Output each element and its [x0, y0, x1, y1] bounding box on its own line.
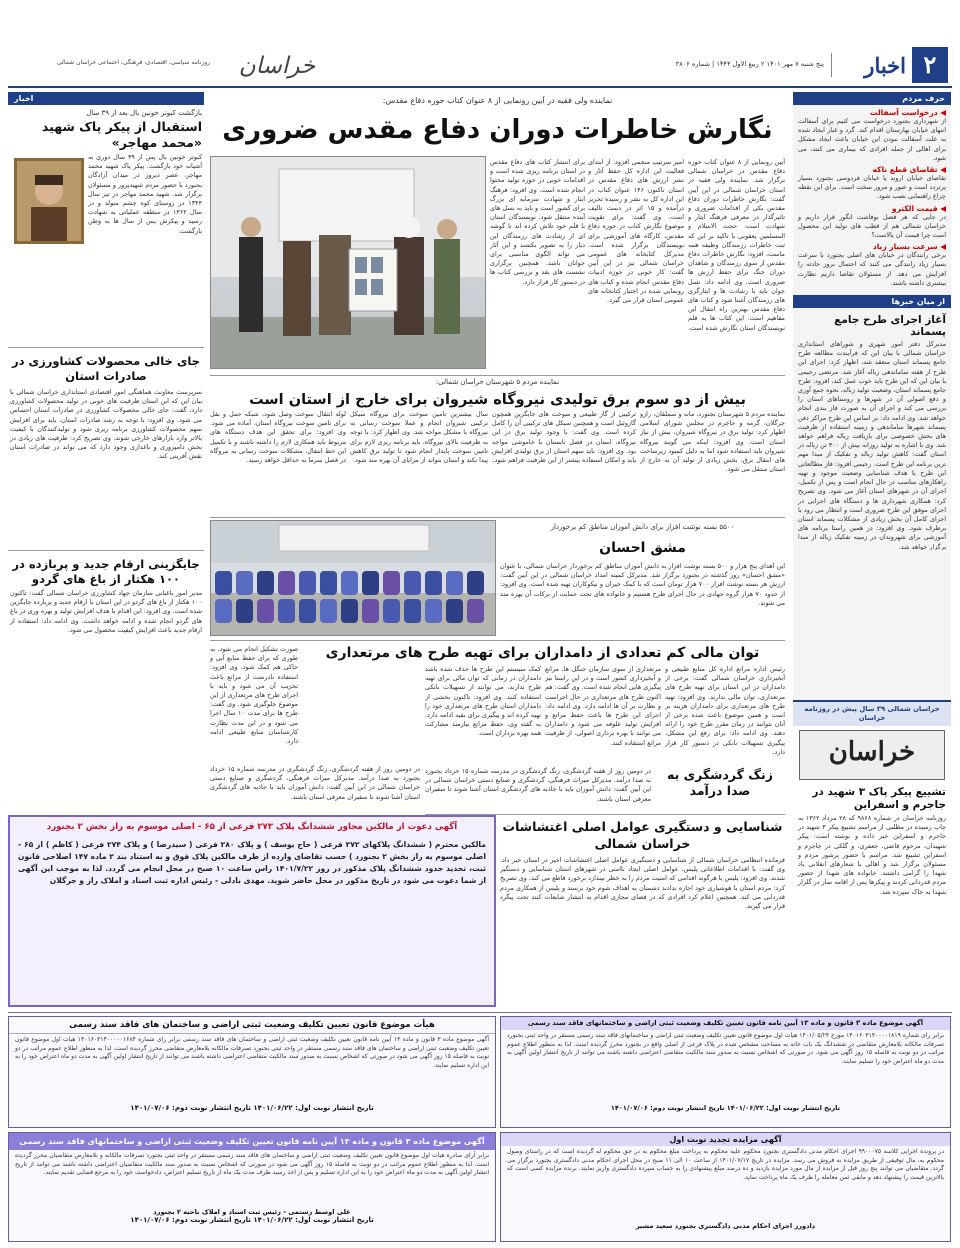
backpack	[215, 599, 232, 623]
livestock-title: توان مالی کم تعدادی از دامداران برای تهیه طرح های مرتعداری	[325, 645, 760, 661]
lead-title: نگارش خاطرات دوران دفاع مقدس ضروری	[222, 115, 773, 145]
right-ad-1-footer: تاریخ انتشار نوبت اول: ۱۴۰۱/۰۶/۲۲ تاریخ انتشار نوبت دوم: ۱۴۰۱/۰۷/۰۶	[610, 1104, 841, 1112]
martyr-title: استقبال از پیکر پاک شهید «محمد مهاجر»	[41, 119, 202, 150]
news-body: مدیرکل دفتر امور شهری و شوراهای استانداری خراسان شمالی با بیان این که فرآیندت مطالعه طرح جامع پسماند استان منعقد شد، اظهار کرد: اجرای این طرح از هفته ساماندهی زباله آغاز شد. مرتضی رحیمی با بیان این که این طرح باید خوب عمل کند، افزود: طرح جامع پسماند استان، وضعیت تولید زباله، نحوه جمع آوری و دفع اصولی آن در شهرها و روستاهای استان را بررسی می کند و اجرای آن به صورت فاز بندی انجام خواهد شد. وی ادامه داد: بر اساس این طرح مراکز دفن پسماند شهرها ساماندهی و زمینه استفاده از ظرفیت های بخش خصوصی برای بازیافت زباله فراهم خواهد شد. وی با اشاره به تولید روزانه بیش از ۳۰۰ تن زباله در استان گفت: کاهش تولید زباله و تفکیک از مبدا مهم ترین برنامه این طرح است. رحیمی افزود: فاز مطالعاتی این طرح با هدف شناسایی وضعیت موجود و تهیه راهکارهای مناسب در حال انجام است و پس از تکمیل، اجرای آن در شهرهای استان آغاز می شود. وی تصریح کرد: همکاری شهرداری ها و دستگاه های اجرایی در اجرای موفق این طرح ضروری است و انتظار می رود با اجرای کامل آن بخش زیادی از مشکلات پسماند استان برطرف شود. وی افزود: در همین راستا برنامه های آموزشی برای شهروندان در زمینه تفکیک زباله از مبدا برگزار خواهد شد.	[798, 340, 946, 551]
tagline: روزنامه سیاسی، اقتصادی، فرهنگی، اجتماعی خراسان شمالی	[57, 59, 210, 66]
backpack	[446, 599, 463, 623]
livestock-col-3: کمک سیستم این طرح ها حذف شده باشد دامداران در زمانی که توان مالی برای تهیه طرح ندارند، می توانند از تسهیلات بانکی استفاده کنند. وی افزود: تاکنون بخشی از دامداران استان طرح های مرتعداری خود را تهیه کرده اند و پیگیری برای بقیه ادامه دارد. به گفته وی، حفظ مراتع نیازمند مشارکت همه بهره برداران است.	[425, 665, 541, 738]
law-ad-2-footer: تاریخ انتشار نوبت اول: ۱۴۰۱/۰۶/۲۲ تاریخ انتشار نوبت دوم: ۱۴۰۱/۰۷/۰۶	[130, 1216, 374, 1224]
left-rule-1	[8, 347, 204, 348]
complaint-title: ◀ سرعت بسیار زیاد	[872, 242, 946, 252]
power-col-1: نماینده مردم ۵ شهرستان بجنورد، مانه و سملقان، رازو جرگلان، گرمه و جاجرم در مجلس شورای اسلامی اظهار کرد: تولید برق در نیروگاه شیروان، بیش از نیاز استان است. وی افزود: اینکه می گویند نیروگاه شیروان باید استفاده شود اما به دلیل کمبود زیرساخت های انتقال برق، بخش زیادی از تولید آن به خارج از استان منتقل می شود.	[640, 410, 785, 474]
complaint-text: تقاضای خیابان اروند یا خیابان فردوسی بجنورد بسیار پرتردد است و عبور و مرور سخت است. برای این نقطه چراغ راهنمایی نصب شود.	[798, 174, 946, 201]
bottom-ads-divider	[8, 1012, 952, 1013]
invite-ad-head: آگهی دعوت از مالکین مجاور ششدانگ پلاک ۲۷۳ فرعی از ۶۵ - اصلی موسوم به راز بخش ۲ بجنورد	[46, 822, 458, 832]
backpack	[299, 571, 316, 595]
news-head: از میان خبرها	[793, 295, 951, 308]
complaint-title: ◀ تقاضای قطع ناکه	[872, 165, 946, 175]
backpack	[341, 571, 358, 595]
power-col-4: لوله انتقال سوخت وصل شود، شبکه حمل و نقل برای تامین سوخت نیروگاه استان، آماده می شود. وی افزود: برای تحقق این هدف دستگاه های مربوط باید همکاری لازم را داشته باشند و با تکمیل این خط انتقال، مشکلات سوخت رسانی به نیروگاه در فصل سرما به حداقل خواهد رسید.	[210, 410, 346, 465]
livestock-col-2: مرتعداری از سوی سازمان جنگل ها، مراتع و آبخیزداری کشور است و در این راستا نیز پیگیری هایی انجام شده است. وی گفت: هم اکنون طرح های مرتعداری در حال اجراست و نظارت بر آن ها ادامه دارد. وی ادامه داد: اجرای این طرح ها باعث حفظ مراتع و افزایش تولید علوفه می شود و دامداران می توانند با بهره برداری اصولی، از ظرفیت مراتع استفاده کنند.	[545, 665, 661, 747]
lead-kicker: نماینده ولی فقیه در آیین رونمایی از ۸ عنوان کتاب حوزه دفاع مقدس:	[382, 96, 613, 105]
power-kicker: نماینده مردم ۵ شهرستان خراسان شمالی:	[435, 378, 560, 386]
left-sidebar-head: اخبار	[8, 92, 204, 105]
stationery-title: مشق احسان	[599, 540, 686, 556]
stationery-kicker: ۵۵۰۰ بسته نوشت افزار برای دانش آموزان مناطق کم برخوردار	[550, 523, 735, 531]
martyr-kicker: بازگشت کبوتر خونین بال بعد از ۳۹ سال	[86, 109, 202, 117]
security-title: شناسایی و دستگیری عوامل اصلی اغتشاشات خراسان شمالی	[502, 819, 783, 851]
martyr-photo	[14, 158, 84, 244]
power-col-3: سال بیشترین تامین سوخت برای نیروگاه سیکل ترکیبی شیروان انجام و عملا سوخت رسانی به نیروگاه با مشکل مواجه شد. وی اظهار کرد: با توجه به ظرفیت بالای نیروگاه، باید برنامه ریزی لازم برای تامین سوخت پایدار انجام شود تا تولید برق کاهش پیدا نکند و استان بتواند از مزایای آن بهره مند شود.	[350, 410, 488, 465]
livestock-col-1: رئیس اداره مراتع اداره کل منابع طبیعی و آبخیزداری خراسان شمالی گفت: برخی از دامداران در این استان برای تهیه طرح های مرتعداری، توان مالی ندارند. وی افزود: تهیه طرح های مرتعداری برای دامداران هزینه بر است و همین موضوع باعث شده برخی از آنان نتوانند در زمان مقرر طرح خود را ارائه دهند. وی ادامه داد: برای رفع این مشکل، پیگیری تسهیلات بانکی در دستور کار قرار دارد.	[665, 665, 785, 756]
martyr-body-spacer	[8, 251, 204, 345]
culture-body: در دومین روز از هفته گردشگری، زنگ گردشگری در مدرسه شماره ۱۵ خرداد بجنورد به صدا درآمد. مدیرکل میراث فرهنگی، گردشگری و صنایع دستی خراسان شمالی در این آیین گفت: دانش آموزان باید با جاذبه های گردشگری استان آشنا شوند تا سفیران معرفی استان باشند.	[210, 765, 420, 801]
backpack	[362, 571, 379, 595]
right-ad-2-head: آگهی مزایده تجدید نوبت اول	[501, 1133, 950, 1146]
archive-head: خراسان شمالی ۳۹ سال پیش در روزنامه خراسان	[793, 702, 951, 726]
backpack	[236, 599, 253, 623]
archive-title: تشییع پیکر پاک ۳ شهید در جاجرم و اسفراین	[812, 786, 946, 811]
law-ad-1-body: آگهی موضوع ماده ۳ قانون و ماده ۱۳ آیین نامه قانون تعیین تکلیف وضعیت ثبتی اراضی و ساختمان های فاقد سند رسمی برابر رای شماره ۱۴۰۱۶۰۳۱۴۰۰۰۰۰۱۶۸۴ هیات اول موضوع قانون تعیین تکلیف وضعیت ثبتی اراضی و ساختمان های فاقد سند رسمی مستقر در واحد ثبتی بجنورد تصرفات مالکانه بلامعارض متقاضی محرز گردیده است. لذا به منظور اطلاع عموم مراتب در دو نوبت به فاصله ۱۵ روز آگهی می شود در صورتی که اشخاص نسبت به صدور سند مالکیت متقاضی اعتراضی داشته باشند می توانند از تاریخ انتشار اولین آگهی به مدت دو ماه اعتراض خود را به این اداره تسلیم نمایند.	[15, 1036, 489, 1069]
right-ad-1	[500, 1016, 951, 1128]
backpack	[404, 571, 421, 595]
stationery-photo	[210, 520, 496, 636]
backpacks-illustration	[210, 521, 495, 636]
backpack	[299, 599, 316, 623]
security-body: فرمانده انتظامی خراسان شمالی از شناسایی و دستگیری عوامل اصلی اغتشاشات اخیر در استان خبر داد. وی گفت: با اقدامات اطلاعاتی پلیس، عوامل اصلی ایجاد ناامنی در شهرهای استان شناسایی و دستگیر شدند. وی افزود: پلیس با هرگونه اقدامی که امنیت مردم را به خطر بیندازد برخورد قاطع می کند. وی تصریح کرد: مردم استان با هوشیاری خود اجازه ندادند دشمنان به اهداف شوم خود برسند و پلیس از همکاری مردم قدردانی می کند. همچنین اعلام کرد افرادی که در فضای مجازی اقدام به انتشار شایعات کنند تحت پیگرد قرار می گیرند.	[500, 856, 785, 911]
law-ad-1-footer: تاریخ انتشار نوبت اول: ۱۴۰۱/۰۶/۲۲ تاریخ انتشار نوبت دوم: ۱۴۰۱/۰۷/۰۶	[130, 1104, 374, 1112]
complaint-text: از شهرداری بجنورد درخواست می کنیم برای آسفالت انتهای خیابان بهارستان اقدام کند. گرد و غبار ایجاد شده به علت آسفالت نبودن این خیابان باعث ایجاد مشکل برای اهالی از جمله افرادی که بیماری می کنند، می شود.	[798, 117, 946, 162]
backpack	[425, 571, 442, 595]
page-number-box: ۲	[912, 47, 948, 83]
backpack	[341, 599, 358, 623]
complaint-title: ◀ درخواست آسفالت	[869, 108, 946, 117]
walnut-title: جایگزینی ارقام جدید و پربازده در ۱۰۰ هکتار از باغ های گردو	[12, 557, 200, 586]
lead-col-1: آیین رونمایی از ۸ عنوان کتاب حوزه دفاع مقدس در خراسان شمالی برگزار شد. نماینده ولی فقیه در استان خراسان شمالی در این آیین گفت: نگارش خاطرات دوران دفاع مقدس یکی از اقدامات ضروری و تاثیرگذار در معرفی فرهنگ ایثار و شهادت است. حجت الاسلام و المسلمین یعقوبی با تاکید بر این که ثبت خاطرات رزمندگان وظیفه همه ماست، افزود: نگارش خاطرات دفاع مقدس از سوی رزمندگان و شاهدان دوران جنگ برای حفظ ارزش ها ضروری است. وی ادامه داد: نسل جوان باید با رشادت ها و ایثارگری های رزمندگان آشنا شود و کتاب های دفاع مقدس بهترین راه انتقال این مفاهیم است. این کتاب ها به قلم نویسندگان استان نگارش شده است.	[688, 158, 785, 332]
rule-2	[210, 517, 785, 518]
rule-1	[210, 375, 785, 376]
backpack	[383, 599, 400, 623]
backpack	[236, 571, 253, 595]
complaint-text: برخی رانندگان در خیابان های اصلی بجنورد با سرعت بسیار زیاد رانندگی می کنند که احتمال بروز حادثه را افزایش می دهد. از مسئولان تقاضا داریم نظارت بیشتری داشته باشند.	[798, 251, 946, 287]
invite-ad	[8, 815, 496, 1007]
date-line: پنج شنبه ۷ مهر ۱۴۰۱ ۲ ربیع الاول ۱۴۴۴ | شماره ۳۸۰۶	[675, 60, 824, 68]
backpack	[362, 599, 379, 623]
archive-clipping	[799, 730, 945, 780]
backpack	[215, 571, 232, 595]
lead-col-3: برای انتشار کتاب های دفاع مقدس در استان برنامه ریزی شده است و اقدامات خوبی در حوزه تولید محتوا انجام شده است. وی افزود: فرهنگ ایثار و شهادت سرمایه ای بزرگ برای کشور است و باید به نسل های آینده منتقل شود. نویسندگان استان با قلم خود تلاش کرده اند تا گوشه ای از رشادت های رزمندگان این دیار را به تصویر بکشند و این آثار می تواند الگوی مناسبی برای جوانان باشد. همچنین برگزاری نشست های نقد و بررسی کتاب ها در دستور کار قرار دارد.	[490, 158, 585, 286]
left-rule-2	[8, 550, 204, 551]
page-header	[0, 44, 960, 88]
masthead-logo: خراسان	[238, 53, 316, 79]
backpack	[467, 599, 484, 623]
complaint-title: ◀ قیمت الکترو	[891, 203, 946, 213]
archive-body: روزنامه خراسان در شماره ۹۸۶۸ که ۲۸ مرداد ۱۳۶۲ به چاپ رسیده در مطلبی از مراسم تشییع پیکر ۳ شهید در جاجرم و اسفراین خبر داده و نوشته است: پیکر شهیدان، مرحوم قاضی، جعفری، و گلکی در جاجرم و اسفراین تشییع شد. مراسم با حضور پرشور مردم و مسئولان برگزار شد و اهالی با شعارهای انقلابی یاد شهدا را گرامی داشتند. خانواده های شهدا از حضور مردم قدردانی کردند و پیکرها پس از اقامه نماز در گلزار شهدا به خاک سپرده شد.	[798, 814, 947, 896]
invite-ad-body: مالکین محترم ( ششدانگ پلاکهای ۲۷۲ فرعی ( حاج یوسف ) و پلاک ۲۸۰ فرعی ( سیدرضا ) و پلاک ۲۷۴ فرعی ( کاظم ) از ۶۵ - اصلی موسوم به راز بخش ۲ بجنورد ) حسب تقاضای وارده از طرف مالکین پلاک فوق و به استناد بند ۲ ماده ۱۴۷ اصلاحی قانون ثبت، تحدید حدود ششدانگ پلاک مذکور در روز ۱۴۰۱/۷/۲۲ راس ساعت ۱۰ صبح در محل انجام می گردد. لذا به موجب این آگهی از شما دعوت می شود در تاریخ مذکور در محل حاضر شوید. مهدی بادلی - رئیس اداره ثبت اسناد و املاک راز و جرگلان	[18, 840, 486, 885]
exports-title: جای خالی محصولات کشاورزی در صادرات استان	[12, 354, 200, 383]
right-ad-1-head: آگهی موضوع ماده ۳ قانون و ماده ۱۳ آیین نامه قانون تعیین تکلیف وضعیت ثبتی اراضی و ساختمانهای فاقد سند رسمی	[501, 1017, 950, 1030]
martyr-portrait	[17, 161, 81, 241]
backpack	[320, 571, 337, 595]
law-ad-2-body: برابر آرای صادره هیات اول موضوع قانون تعیین تکلیف وضعیت ثبتی اراضی و ساختمان های فاقد سند رسمی مستقر در واحد ثبتی بجنورد تصرفات مالکانه و بلامعارض متقاضیان محرز گردیده است. لذا به منظور اطلاع عموم مراتب در دو نوبت به فاصله ۱۵ روز آگهی می شود در صورتی که اشخاص نسبت به صدور سند مالکیت متقاضیان اعتراضی داشته باشند می توانند از تاریخ انتشار اولین آگهی به مدت دو ماه اعتراض خود را به این اداره تسلیم و پس از اخذ رسید ظرف مدت یک ماه از تاریخ تسلیم اعتراض، دادخواست خود را به مرجع قضایی تقدیم نمایند.	[15, 1152, 489, 1177]
backpack	[404, 599, 421, 623]
stationery-body: این اهدای پنج هزار و ۵۰۰ بسته نوشت افزار به دانش آموزان مناطق کم برخوردار خراسان شمالی، با عنوان «مشق احسان» روز گذشته در بجنورد برگزار شد. مدیرکل کمیته امداد خراسان شمالی در این آیین گفت: ارزش هر بسته نوشت افزار ۷۰۰ هزار تومان است که با کمک خیران و نیکوکاران تهیه شده است. وی افزود: از حدود ۷۰ هزار گروه جهادی در حال اجرای طرح هستیم و خانواده های تحت حمایت از برکات آن بهره مند می شوند.	[500, 562, 785, 607]
power-col-2: ترکیبی از گاز طبیعی و سوخت های جایگزین همچون گازوئیل است و همچنین سیکل های ترکیبی آن را کامل کرده است. وی گفت: با وجود تولید برق در این نیروگاه، استان در فصل تابستان با خاموشی مواجه بود. وی افزود: باید سهم استان از برق تولیدی افزایش یابد و امکان استفاده بیشتر از این ظرفیت فراهم شود.	[492, 410, 636, 465]
header-bottom-rule	[8, 86, 952, 88]
header-divider	[831, 53, 832, 77]
walnut-body: مدیر امور باغبانی سازمان جهاد کشاورزی خراسان شمالی گفت: تاکنون ۱۰۰ هکتار از باغ های گردو در این استان با ارقام جدید و پربازده جایگزین شده است. وی افزود: این اقدام با هدف افزایش تولید و بهره وری در باغ های گردو انجام شده و ادامه خواهد داشت. وی ادامه داد: استفاده از ارقام جدید باعث افزایش کیفیت محصول می شود.	[10, 589, 202, 634]
tourism-body: در دومین روز از هفته گردشگری، زنگ گردشگری در مدرسه شماره ۱۵ خرداد بجنورد به صدا درآمد. مدیرکل میراث فرهنگی، گردشگری و صنایع دستی خراسان شمالی در این آیین گفت: دانش آموزان باید با جاذبه های گردشگری استان آشنا شوند تا سفیران معرفی استان باشند.	[425, 767, 651, 803]
law-ad-2-signer: علی اوسط رستمی - رئیس ثبت اسناد و املاک ناحیه ۲ بجنورد	[153, 1208, 351, 1216]
section-title: اخبار	[864, 53, 906, 78]
law-ad-2-head: آگهی موضوع ماده ۳ قانون و ماده ۱۳ آیین نامه قانون تعیین تکلیف وضعیت ثبتی اراضی و ساختمانهای فاقد سند رسمی	[9, 1133, 495, 1150]
law-ad-1	[8, 1016, 496, 1128]
backpack	[278, 599, 295, 623]
ceremony-illustration	[210, 157, 485, 369]
complaints-list	[793, 105, 951, 293]
backpack	[257, 599, 274, 623]
backpack	[383, 571, 400, 595]
exports-body: سرپرست معاونت هماهنگی امور اقتصادی استانداری خراسان شمالی با بیان این که این استان ظرفیت های خوبی در تولید محصولات کشاورزی دارد، گفت: جای خالی محصولات کشاورزی در صادرات استان احساس می شود. وی افزود: با توجه به رشد صادرات استان، باید برای افزایش سهم محصولات کشاورزی برنامه ریزی شود و تولیدکنندگان با کیفیت بالاتر وارد بازارهای خارجی شوند. وی تصریح کرد: ظرفیت های زیادی در بخش دامپروری و باغداری وجود دارد که می تواند در صادرات استان نقش آفرینی کند.	[10, 388, 202, 461]
power-title: بیش از دو سوم برق تولیدی نیروگاه شیروان برای خارج از استان است	[249, 392, 746, 408]
law-ad-1-head: هیأت موضوع قانون تعیین تکلیف وضعیت ثبتی اراضی و ساختمان های فاقد سند رسمی	[9, 1017, 495, 1034]
livestock-col-4: صورت تشکیل انجام می شود، به طوری که برای حفظ منابع آبی و خاکی هم کمک شود. وی افزود: استفاده نادرست از مراتع باعث تخریب آن می شود و باید با اجرای طرح های مرتعداری از این موضوع جلوگیری شود. وی گفت: طرح ها برای مدت ۱۰ سال اجرا می شود و در این مدت نظارت کارشناسان منابع طبیعی ادامه دارد.	[210, 645, 298, 746]
right-ad-1-body: برابر رای شماره ۱۴۰۱۶۰۳۱۴۰۰۰۰۱۸۱۹ مورخ ۱۴۰۱/۰۵/۲۴ هیات اول موضوع قانون تعیین تکلیف وضعیت ثبتی اراضی و ساختمانهای فاقد سند رسمی مستقر در واحد ثبتی بجنورد تصرفات مالکانه بلامعارض متقاضی در ششدانگ یک باب خانه به مساحت مشخص شده در پلاک فرعی از اصلی واقع در بجنورد محرز گردیده است. لذا به منظور اطلاع عموم مراتب در دو نوبت به فاصله ۱۵ روز آگهی می شود. در صورتی که اشخاص نسبت به صدور سند مالکیت متقاضی اعتراضی داشته باشند می توانند از تاریخ انتشار اولین آگهی به مدت دو ماه اعتراض خود را تسلیم نمایند.	[507, 1032, 945, 1065]
people-head: حرف مردم	[793, 92, 951, 105]
martyr-body: کبوتر خونین بال پس از ۳۹ سال دوری به آشیانه خود بازگشت. پیکر پاک شهید محمد مهاجر، عصر دیروز در میدان آزادگان بجنورد با حضور مردم شهیدپرور و مسئولان برگزار شد. شهید محمد مهاجر در تیر سال ۱۳۴۴ در روستای کوه چشم متولد و در سال ۱۳۶۲ در منطقه عملیاتی به شهادت رسید و پیکرش پس از سال ها به وطن بازگشت.	[88, 153, 203, 235]
backpack	[425, 599, 442, 623]
right-ad-2-footer: دادورز اجرای احکام مدنی دادگستری بجنورد سعید مشیر	[635, 1222, 816, 1230]
lead-col-2: امیر سرتیپ منجمی افزود: از ابتدای فعالیت این اداره کل حفظ آثار و نشر ارزش های دفاع مقدس در استان تاکنون ۱۴۶ عنوان کتاب در این اداره کل به نشر و رسیده تحریر درآمده و ۱۵ اثر در دست تالیف است. وی گفت: برای تقویت موضوع نگارش کتاب در حوزه دفاع مقدس، کارگاه های آموزشی برای نویسندگان برگزار شده است. مدیرکل کتابخانه های عمومی خراسان شمالی نیز در این آیین گفت: کار خوبی در حوزه ادبیات دفاع مقدس انجام شده و کتاب های رونمایی شده در اختیار کتابخانه های عمومی استان قرار می گیرد.	[588, 158, 684, 305]
backpack	[320, 599, 337, 623]
tourism-box	[425, 765, 785, 813]
law-ad-2	[8, 1132, 496, 1242]
right-ad-2-body: در پرونده اجرایی کلاسه ۹۹۰۰۰۷۵ اجرای احکام مدنی دادگستری بجنورد محکوم علیه محکوم به پرداخت مبلغ محکوم به در حق محکوم له گردیده است که در راستای وصول محکوم به، مال توقیفی از طریق مزایده به فروش می رسد. مزایده در تاریخ ۱۴۰۱/۰۷/۱۷ از ساعت ۱۰ الی ۱۱ صبح در محل اجرای احکام مدنی دادگستری بجنورد برگزار می گردد. متقاضیان می توانند پنج روز قبل از مزایده از مال مورد مزایده بازدید و ده درصد مبلغ پیشنهادی را به حساب سپرده دادگستری واریز نمایند. برنده مزایده کسی است که بالاترین قیمت را پیشنهاد دهد و مابقی ثمن معامله را ظرف یک ماه پرداخت نماید.	[507, 1148, 944, 1181]
backpack	[257, 571, 274, 595]
complaint-text: در جایی که هر فصل بوفاشت انگور قرار داریم و خراسان شمالی هم از قطب های تولید این محصول است چرا قیمت آن بالاست؟	[798, 212, 946, 240]
right-ad-2	[500, 1132, 951, 1242]
archive-box	[793, 700, 951, 1012]
backpack	[278, 571, 295, 595]
rule-3	[210, 640, 785, 641]
news-title: آغاز اجرای طرح جامع پسماند	[834, 314, 946, 339]
backpack	[467, 571, 484, 595]
left-sidebar	[8, 92, 204, 810]
right-sidebar	[793, 92, 951, 797]
tourism-title: زنگ گردشگری به صدا درآمد	[667, 767, 773, 798]
lead-photo	[210, 156, 486, 369]
backpack	[446, 571, 463, 595]
archive-masthead: خراسان	[828, 737, 916, 767]
